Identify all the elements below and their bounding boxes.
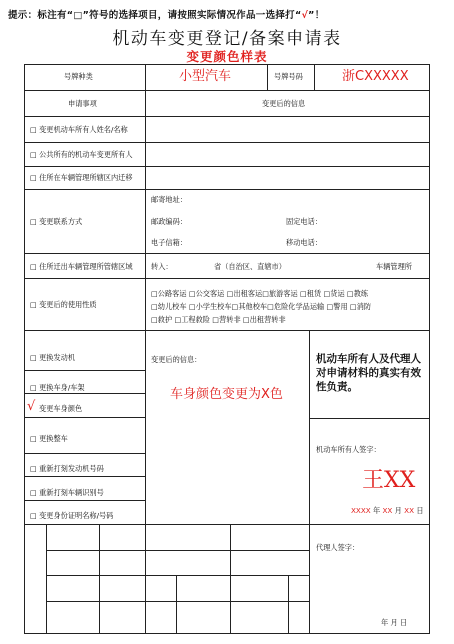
vline (99, 524, 100, 634)
hline (24, 142, 430, 143)
hline (46, 550, 310, 551)
hline (46, 601, 310, 602)
phone-label: 固定电话： (286, 217, 322, 226)
move-out-province: 省（自治区、直辖市） (214, 262, 286, 271)
owner-date (351, 507, 424, 514)
border-right (429, 64, 430, 634)
usage-options-row1[interactable]: □公路客运 □公交客运 □出租客运□旅游客运 □租赁 □货运 □教练 (151, 289, 369, 298)
hint-prefix: 提示：标注有“□”符号的选择项目，请按照实际情况作品一选择打“ (8, 10, 302, 21)
hline (24, 330, 430, 331)
usage-options-row2[interactable]: □幼儿校车 □小学生校车□其他校车□危险化学品运输 □警用 □消防 (151, 302, 372, 311)
usage-options-row3[interactable]: □救护 □工程救险 □营转非 □出租营转非 (151, 315, 286, 324)
hline (24, 253, 430, 254)
address-label: 邮寄地址： (151, 195, 187, 204)
owner-date-year-unit: 年 (373, 506, 381, 515)
plate-type-label: 号牌种类 (64, 72, 93, 81)
item-engine[interactable]: □ 更换发动机 (30, 353, 76, 362)
hline (24, 166, 430, 167)
postcode-label: 邮政编码： (151, 217, 187, 226)
hline (24, 500, 145, 501)
plate-type-value[interactable]: 小型汽车 (179, 69, 232, 84)
item-common-owner[interactable]: □ 公共所有的机动车变更所有人 (30, 150, 133, 159)
agent-date: 年 月 日 (381, 618, 408, 627)
item-contact[interactable]: □ 变更联系方式 (30, 217, 83, 226)
item-move-out[interactable]: □ 住所迁出车辆管理所管辖区域 (30, 262, 133, 271)
after-change-label: 变更后的信息： (151, 355, 202, 364)
item-re-engine-no[interactable]: □ 重新打刻发动机号码 (30, 464, 104, 473)
move-out-suffix: 车辆管理所 (376, 262, 412, 271)
hline (24, 278, 430, 279)
hline (24, 189, 430, 190)
hline (46, 575, 310, 576)
owner-signature[interactable]: 王XX (362, 468, 416, 493)
item-move-in-area[interactable]: □ 住所在车辆管理所辖区内迁移 (30, 173, 133, 182)
vline (288, 575, 289, 634)
owner-sign-label: 机动车所有人签字： (316, 445, 381, 454)
vline (145, 64, 146, 634)
apply-item-label: 申请事项 (68, 99, 97, 108)
owner-date-month-unit: 月 (394, 506, 402, 515)
hline (24, 453, 145, 454)
mobile-label: 移动电话： (286, 238, 322, 247)
vline (46, 524, 47, 634)
item-id-change[interactable]: □ 变更身份证明名称/号码 (30, 511, 114, 520)
application-form (24, 64, 430, 634)
email-label: 电子信箱： (151, 238, 187, 247)
form-subtitle: 变更颜色样表 (186, 49, 268, 64)
move-out-prefix: 转入： (151, 262, 173, 271)
owner-date-month[interactable]: XX (382, 506, 393, 515)
hline (24, 370, 145, 371)
item-body[interactable]: □ 更换车身/车架 (30, 383, 85, 392)
plate-number-value[interactable]: 浙CXXXXX (342, 69, 409, 84)
hline (24, 524, 430, 525)
declaration-text: 机动车所有人及代理人对申请材料的真实有效性负责。 (316, 353, 421, 393)
agent-sign-label: 代理人签字： (316, 543, 360, 552)
hline (24, 476, 145, 477)
owner-date-year[interactable]: XXXX (351, 506, 371, 515)
hline (24, 116, 430, 117)
hint-check-mark: √ (301, 10, 309, 21)
vline (176, 575, 177, 634)
after-info-header: 变更后的信息 (262, 99, 306, 108)
border-left (24, 64, 25, 634)
item-re-vin[interactable]: □ 重新打刻车辆识别号 (30, 488, 104, 497)
item-owner-name[interactable]: □ 变更机动车所有人姓名/名称 (30, 125, 128, 134)
form-title: 机动车变更登记/备案申请表 (112, 29, 342, 49)
vline (314, 64, 315, 90)
hline (309, 418, 430, 419)
item-usage[interactable]: □ 变更后的使用性质 (30, 300, 97, 309)
border-top (24, 64, 430, 65)
after-change-value[interactable]: 车身颜色变更为X色 (170, 387, 283, 402)
item-whole[interactable]: □ 更换整车 (30, 434, 68, 443)
owner-date-day-unit: 日 (416, 506, 424, 515)
color-check-mark: √ (27, 399, 36, 414)
vline (309, 330, 310, 634)
hline (24, 417, 145, 418)
owner-date-day[interactable]: XX (404, 506, 415, 515)
hline (24, 393, 145, 394)
hint-suffix: ”！ (308, 10, 325, 21)
item-color[interactable]: 变更车身颜色 (39, 404, 83, 413)
hline (24, 90, 430, 91)
plate-number-label: 号牌号码 (274, 72, 303, 81)
vline (267, 64, 268, 90)
hint-line (8, 7, 325, 21)
vline (230, 524, 231, 634)
border-bottom (24, 633, 430, 634)
